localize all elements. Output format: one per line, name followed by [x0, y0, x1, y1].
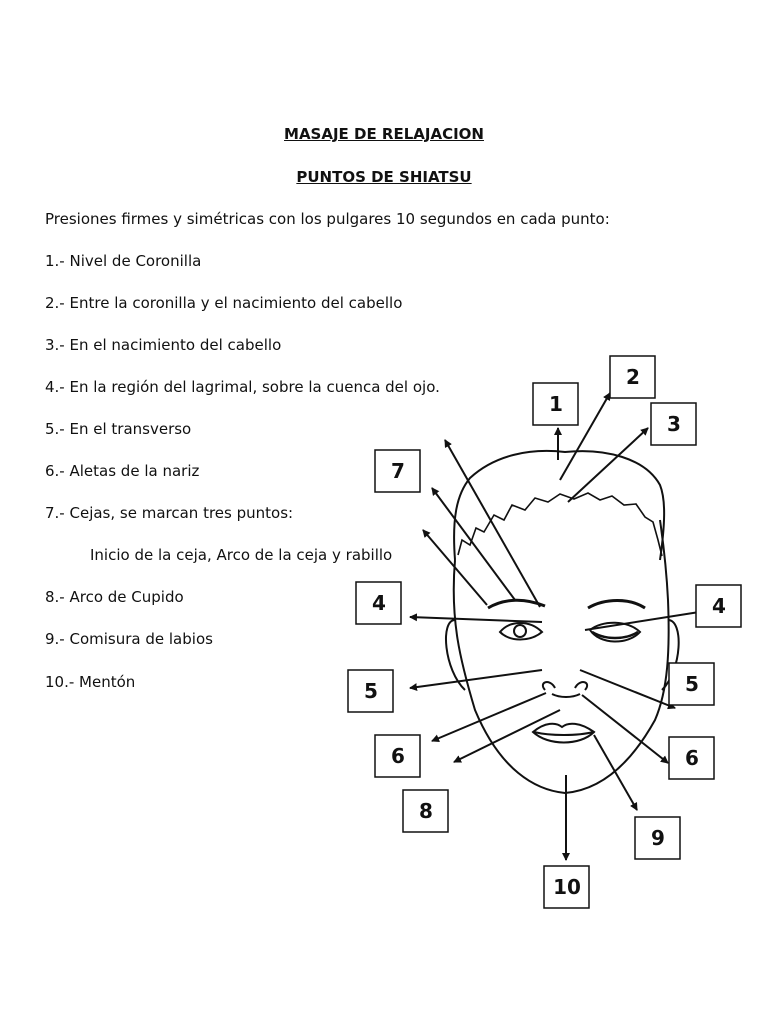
list-item: 7.- Cejas, se marcan tres puntos:: [45, 504, 294, 522]
lips: [533, 724, 594, 743]
arrow-6b: [454, 710, 560, 762]
list-item: 5.- En el transverso: [45, 420, 192, 438]
label-6-right: 6: [685, 746, 699, 770]
nose: [543, 682, 587, 697]
arrow-3: [568, 428, 648, 502]
arrow-5-left: [410, 670, 542, 688]
label-6-left: 6: [391, 744, 405, 768]
list-item: 4.- En la región del lagrimal, sobre la cuenca del ojo.: [45, 378, 440, 396]
left-iris: [514, 625, 526, 637]
arrow-5-right: [580, 670, 675, 708]
intro-text: Presiones firmes y simétricas con los pulgares 10 segundos en cada punto:: [45, 210, 610, 228]
right-eyebrow: [588, 601, 645, 609]
list-item: 1.- Nivel de Coronilla: [45, 252, 202, 270]
hair-outline: [454, 451, 664, 560]
list-item: 9.- Comisura de labios: [45, 630, 213, 648]
list-item: 3.- En el nacimiento del cabello: [45, 336, 282, 354]
arrow-4-right: [585, 610, 712, 630]
list-item: 2.- Entre la coronilla y el nacimiento del cabello: [45, 294, 403, 312]
arrow-9: [594, 735, 637, 810]
label-5-left: 5: [364, 679, 378, 703]
arrow-6a: [432, 693, 546, 741]
label-7: 7: [391, 459, 405, 483]
label-4-right: 4: [712, 594, 726, 618]
label-2: 2: [626, 365, 640, 389]
list-subitem: Inicio de la ceja, Arco de la ceja y rabillo: [90, 546, 393, 564]
hairline: [458, 493, 662, 556]
label-8: 8: [419, 799, 433, 823]
document-subtitle: PUNTOS DE SHIATSU: [296, 168, 472, 186]
label-10: 10: [553, 875, 581, 899]
label-4-left: 4: [372, 591, 386, 615]
number-boxes: [348, 356, 741, 908]
list-item: 6.- Aletas de la nariz: [45, 462, 200, 480]
label-5-right: 5: [685, 672, 699, 696]
label-3: 3: [667, 412, 681, 436]
label-1: 1: [549, 392, 563, 416]
label-9: 9: [651, 826, 665, 850]
document-title: MASAJE DE RELAJACION: [284, 125, 484, 143]
list-item: 10.- Mentón: [45, 673, 136, 691]
arrow-6-right: [582, 695, 668, 763]
arrow-4-left: [410, 617, 542, 622]
list-item: 8.- Arco de Cupido: [45, 588, 184, 606]
arrow-7b: [432, 488, 515, 600]
